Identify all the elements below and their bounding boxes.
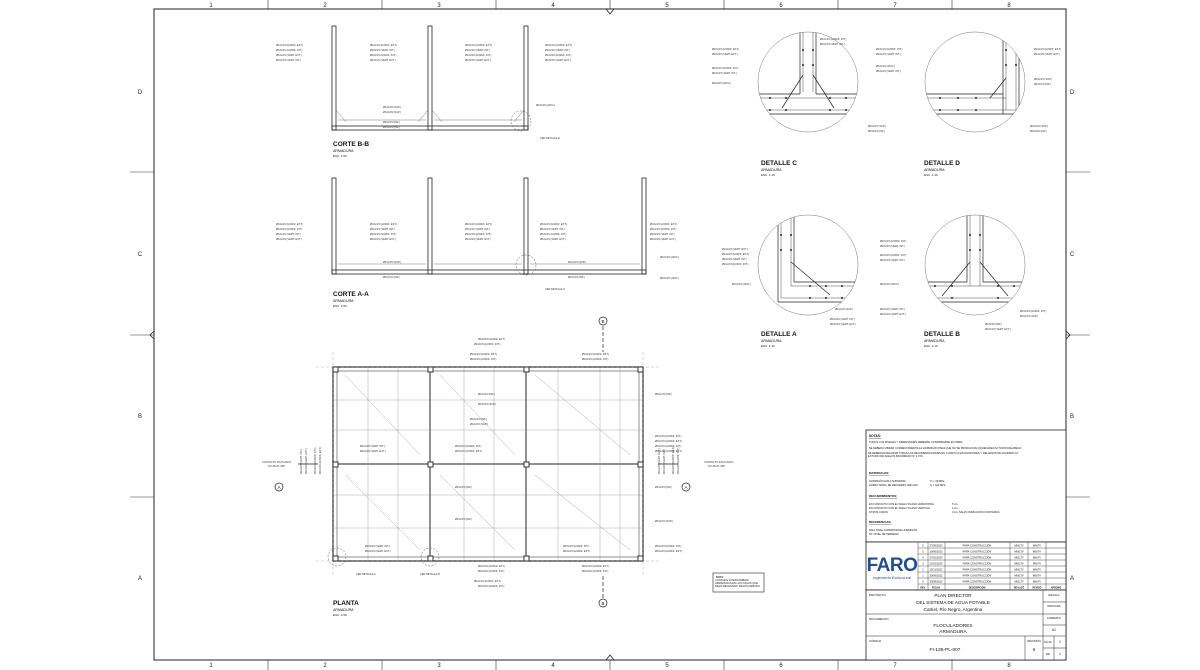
rebar-label: Ø10c/15 (VERT. INT.) [465, 228, 490, 231]
detalle-d-drawing [876, 30, 1061, 133]
callout-ver-detalle-d: VER DETALLE D [540, 137, 560, 140]
rebar-label: Ø10c/15 (HORIZ. EXT.) [655, 440, 683, 443]
rebar-label: Ø10c/15 (HORIZ. INT.) [655, 545, 682, 548]
recubrimiento-3-value: 3 cm. SALVO INDICACIÓN CONTRARIA [952, 511, 1000, 514]
rebar-label: Ø10c/15 (HORIZ. EXT.) [370, 223, 398, 226]
rebar-label: Ø10c/15 (HORIZ. INT.) [582, 570, 609, 573]
rebar-label: Ø10c/15 (SUP.) [383, 111, 401, 114]
detalle-d-subtitle: ARMADURA [924, 168, 945, 172]
corte-aa-labels [276, 222, 679, 291]
rev-date: 27/06/2023 [929, 544, 943, 548]
rev-by: MN/LTV [1014, 568, 1024, 572]
documento-line-1: FLOCULADORES [933, 624, 973, 629]
recubrimiento-3: OTROS CASOS [869, 511, 889, 514]
grid-row-d-left: D [137, 90, 143, 96]
grid-row-d-right: D [1069, 90, 1075, 96]
rebar-label: Ø10c/15 (INF.) [985, 323, 1002, 326]
rev-chk: MN/TV [1032, 550, 1042, 554]
contacto-planta-right: CONTACTO EN PLANTA [704, 461, 734, 464]
hoja-label: HOJA [1044, 640, 1052, 644]
rebar-label: Ø10c/15 (VERT. INT.) [465, 49, 490, 52]
rebar-label: Ø10c/15 (VERT. INT.) [365, 545, 390, 548]
rebar-label: Ø10c/15 (INF.) [470, 418, 487, 421]
rebar-label: Ø10c/15 (HORIZ. INT.) [582, 358, 609, 361]
rebar-label: Ø10c/15 (HORIZ. INT.) [540, 233, 567, 236]
detalle-c-title: DETALLE C [761, 160, 797, 167]
escala-label: ESCALA [1048, 593, 1060, 597]
rebar-label: Ø10c/15 (VERT. EXT.) [465, 59, 491, 62]
ref-planta-right: FI-135-PL-008 [708, 465, 725, 468]
corte-aa-subtitle: ARMADURA [333, 299, 354, 303]
rev-desc: PARA CONSTRUCCIÓN [962, 580, 992, 584]
rev-desc: PARA CONSTRUCCIÓN [962, 556, 992, 560]
rebar-label: Ø10c/15 (HORIZ. EXT.) [470, 353, 498, 356]
grid-row-c-left: C [137, 252, 143, 258]
rebar-label: Ø10c/15 (VERT. EXT.) [650, 238, 676, 241]
formato-label: FORMATO [1047, 616, 1061, 620]
section-b-bottom: B [601, 601, 605, 606]
rev-date: 19/06/2023 [929, 550, 943, 554]
rebar-label: Ø10c/15 (INF.) [1034, 83, 1051, 86]
material-2-value: fy = 420 MPa [930, 484, 946, 487]
rebar-label: Ø10c/15 (HORIZ. INT.) [465, 233, 492, 236]
rev-by: MN/LTV [1014, 574, 1024, 578]
rebar-label: Ø10c/15 (INF.) [455, 486, 472, 489]
rev-header: DESCRIPCIÓN [968, 586, 986, 590]
rebar-label: Ø10c/15 (INF.) [868, 130, 885, 133]
rebar-label: Ø10c/15 (VERT. INT.) [880, 259, 905, 262]
rebar-label: Ø10c/15 (HORIZ. EXT.) [465, 44, 493, 47]
grid-row-a-left: A [137, 576, 143, 582]
rebar-label: Ø10c/15 (HORIZ. INT.) [876, 48, 903, 51]
escala-value: INDICADA [1047, 604, 1061, 608]
grid-col-5-top: 5 [665, 3, 669, 9]
rebar-label: Ø10c/15 (VERT. INT.) [300, 449, 303, 474]
rev-chk: MN/TV [1032, 568, 1042, 572]
revision-value: 6 [1032, 647, 1036, 652]
rev-cell: 0 [922, 580, 924, 584]
rebar-label: Ø10c/15 (HORIZ. INT.) [314, 447, 317, 474]
rebar-label: Ø10c/15 (HORIZ. INT.) [478, 585, 505, 588]
rev-desc: PARA CONSTRUCCIÓN [962, 550, 992, 554]
rebar-label: Ø10c/15 (ADIC.) [536, 104, 556, 107]
de-label: DE [1046, 652, 1050, 656]
hoja-value: 1 [1059, 640, 1061, 644]
rebar-label: Ø10c/15 (HORIZ. EXT.) [455, 450, 483, 453]
planta-subtitle: ARMADURA [333, 608, 354, 612]
material-2: ACERO NAVAL DE REFUERZO ADN-420 [869, 484, 918, 487]
armado-note-text: CONTAR E INTERCAMBIAR ARMADURAS EN LOS CASOS QUE SEAN NECESARIO SEGÚN ARMADO [715, 579, 760, 588]
rebar-label: Ø10c/15 (HORIZ. EXT.) [465, 223, 493, 226]
rebar-label: Ø10c/15 (VERT. INT.) [545, 49, 570, 52]
rev-chk: MN/TV [1032, 562, 1042, 566]
corte-bb-drawing [332, 26, 531, 131]
rebar-label: Ø10c/15 (INF.) [383, 276, 400, 279]
detalle-a-scale: ESC. 1:10 [761, 344, 775, 348]
rebar-label: Ø10c/15 (VERT. INT.) [540, 228, 565, 231]
rev-desc: PARA CONSTRUCCIÓN [962, 562, 992, 566]
callout-ver-detalle-c: VER DETALLE C [545, 288, 565, 291]
detalle-c-drawing [712, 30, 886, 133]
rev-chk: MN/TV [1032, 574, 1042, 578]
rebar-label: Ø10c/15 (HORIZ. INT.) [470, 358, 497, 361]
rebar-label: Ø10c/15 (VERT. INT.) [712, 72, 737, 75]
rebar-label: Ø10c/15 (VERT. INT.) [820, 43, 845, 46]
detalle-a-drawing [722, 212, 860, 326]
detalle-d-title: DETALLE D [924, 160, 960, 167]
rev-cell: 4 [922, 556, 924, 560]
rebar-label: Ø10c/15 (VERT. INT.) [880, 245, 905, 248]
grid-row-a-right: A [1069, 576, 1075, 582]
rebar-label: Ø10c/15 (HORIZ. EXT.) [370, 44, 398, 47]
rebar-label: Ø10c/15 (HORIZ. INT.) [712, 67, 739, 70]
rebar-label: Ø10c/15 (VERT. INT.) [650, 233, 675, 236]
rebar-label: Ø10c/15 (VERT. EXT.) [370, 59, 396, 62]
rebar-label: Ø10c/15 (VERT. INT.) [370, 49, 395, 52]
rev-by: MN/LTV [1014, 556, 1024, 560]
rebar-label: Ø10c/15 (HORIZ. INT.) [455, 445, 482, 448]
note-2: SE DEBERÁ VIBRAR CORRECTAMENTE EL HORMIGÓN PARA QUE NO SE PRODUZCAN OQUEDADES NI "NIDOS DE ABEJA". [869, 447, 1023, 450]
rev-header: APROBÓ [1050, 586, 1062, 590]
rebar-label: Ø10c/15 (INF.) [655, 486, 672, 489]
corte-aa-drawing [332, 178, 646, 275]
corte-aa-title: CORTE A-A [333, 291, 369, 298]
recubrimiento-2: EN CONTACTO CON EL SUELO PLANO VERTICAL [869, 507, 931, 510]
rebar-label: Ø10c/15 (VERT. EXT.) [276, 238, 302, 241]
planta-scale: ESC. 1:50 [333, 613, 347, 617]
grid-col-1-bottom: 1 [209, 663, 213, 669]
rebar-label: Ø10c/15 (HORIZ. EXT.) [319, 446, 322, 474]
callout-ver-detalle-a: VER DETALLE A [356, 573, 376, 576]
notes-panel [866, 430, 1066, 542]
rev-chk: MN/TV [1032, 580, 1042, 584]
title-block [866, 590, 1066, 660]
logo-tagline: Ingeniería Estructural [872, 575, 912, 580]
corte-aa-scale: ESC. 1:50 [333, 304, 347, 308]
rev-date: 30/09/2022 [929, 574, 943, 578]
detalle-b-subtitle: ARMADURA [924, 339, 945, 343]
rebar-label: Ø10c/15 (VERT. EXT.) [722, 248, 748, 251]
grid-col-2-top: 2 [323, 3, 327, 9]
rebar-label: Ø10c/15 (ADIC.) [880, 283, 900, 286]
rev-desc: PARA CONSTRUCCIÓN [962, 574, 992, 578]
rebar-label: Ø10c/15 (VERT. EXT.) [305, 448, 308, 474]
rebar-label: Ø10c/15 (VERT. EXT.) [880, 313, 906, 316]
material-1-value: f'c ≥ 30 MPa [930, 480, 945, 483]
grid-col-8-bottom: 8 [1007, 663, 1011, 669]
rebar-label: Ø10c/15 (HORIZ. INT.) [677, 447, 680, 474]
referencias-heading: REFERENCIAS: [869, 520, 892, 524]
corte-bb-subtitle: ARMADURA [333, 149, 354, 153]
rebar-label: Ø10c/15 (HORIZ. EXT.) [545, 44, 573, 47]
callout-ver-detalle-b: VER DETALLE B [420, 573, 440, 576]
revision-label: REVISIÓN [1027, 639, 1041, 643]
proyecto-label: PROYECTO [869, 593, 886, 597]
referencia-1: NSH: NIVEL SUPERIOR DE HORMIGÓN [869, 529, 918, 532]
rebar-label: Ø10c/15 (VERT. EXT.) [830, 323, 856, 326]
recubrimiento-1-value: 5 cm. [952, 503, 959, 506]
section-b-top: B [601, 319, 605, 324]
logo-name: FARO [866, 555, 918, 576]
rebar-label: Ø10c/15 (SUP.) [1020, 315, 1038, 318]
grid-col-3-top: 3 [437, 3, 441, 9]
rev-date: 27/02/2023 [929, 556, 943, 560]
rebar-label: Ø10c/15 (HORIZ. INT.) [880, 254, 907, 257]
rebar-label: Ø10c/15 (HORIZ. INT.) [563, 545, 590, 548]
rebar-label: Ø10c/15 (VERT. INT.) [876, 70, 901, 73]
rev-by: MN/LTV [1014, 580, 1024, 584]
recubrimientos-heading: RECUBRIMIENTOS: [869, 494, 898, 498]
formato-value: A1 [1052, 628, 1056, 632]
rebar-label: Ø10c/15 (SUP.) [568, 261, 586, 264]
grid-row-b-left: B [137, 414, 143, 420]
rev-chk: MN/TV [1032, 556, 1042, 560]
rebar-label: Ø10c/15 (INF.) [655, 393, 672, 396]
rebar-label: Ø10c/15 (HORIZ. EXT.) [563, 550, 591, 553]
rebar-label: Ø10c/15 (VERT. INT.) [276, 59, 301, 62]
grid-col-6-top: 6 [779, 3, 783, 9]
grid-col-1-top: 1 [209, 3, 213, 9]
proyecto-line-2: DEL SISTEMA DE AGUA POTABLE [916, 600, 990, 605]
rev-cell: 1 [922, 574, 924, 578]
rebar-label: Ø10c/15 (HORIZ. INT.) [276, 49, 303, 52]
rebar-label: Ø10c/15 (HORIZ. INT.) [655, 435, 682, 438]
grid-col-8-top: 8 [1007, 3, 1011, 9]
rebar-label: Ø10c/15 (ADIC.) [712, 82, 732, 85]
rebar-label: Ø10c/15 (VERT. INT.) [722, 258, 747, 261]
rebar-label: Ø10c/15 (HORIZ. INT.) [276, 228, 303, 231]
grid-row-c-right: C [1069, 252, 1075, 258]
detalle-b-drawing [880, 212, 1047, 331]
detalle-a-title: DETALLE A [761, 331, 797, 338]
section-a-right: A [684, 485, 688, 490]
rev-date: 21/01/2023 [929, 562, 943, 566]
notes-heading: NOTAS: [869, 434, 881, 438]
rebar-label: Ø10c/15 (HORIZ. EXT.) [582, 353, 610, 356]
rebar-label: Ø10c/15 (VERT. EXT.) [658, 448, 661, 474]
rebar-label: Ø10c/15 (VERT. INT.) [830, 318, 855, 321]
rebar-label: Ø10c/15 (VERT. EXT.) [465, 238, 491, 241]
rebar-label: Ø10c/15 (INF.) [478, 393, 495, 396]
rebar-label: Ø10c/15 (INF.) [568, 276, 585, 279]
rev-by: MN/LTV [1014, 562, 1024, 566]
rebar-label: Ø10c/15 (HORIZ. INT.) [545, 54, 572, 57]
rebar-label: Ø10c/15 (HORIZ. EXT.) [672, 446, 675, 474]
grid-col-5-bottom: 5 [665, 663, 669, 669]
section-a-left: A [277, 485, 281, 490]
rebar-label: Ø10c/15 (HORIZ. INT.) [722, 263, 749, 266]
materiales-heading: MATERIALES: [869, 471, 890, 475]
rebar-label: Ø10c/15 (VERT. INT.) [876, 53, 901, 56]
rebar-label: Ø10c/15 (VERT. INT.) [276, 233, 301, 236]
rebar-label: Ø10c/15 (HORIZ. EXT.) [650, 223, 678, 226]
grid-col-2-bottom: 2 [323, 663, 327, 669]
detalle-a-subtitle: ARMADURA [761, 339, 782, 343]
rev-chk: MN/TV [1032, 544, 1042, 548]
rebar-label: Ø10c/15 (VERT. EXT.) [540, 238, 566, 241]
referencia-2: NT: NIVEL DE TERRENO [869, 533, 899, 536]
grid-col-3-bottom: 3 [437, 663, 441, 669]
rebar-label: Ø10c/15 (HORIZ. EXT.) [582, 565, 610, 568]
rev-header: REV. [920, 586, 926, 590]
detalle-c-subtitle: ARMADURA [761, 168, 782, 172]
rebar-label: Ø10c/15 (SUP.) [470, 423, 488, 426]
svg-text:NOTA:: NOTA: [716, 576, 725, 579]
rebar-label: Ø10c/15 (INF.) [455, 518, 472, 521]
rebar-label: Ø10c/15 (ADIC.) [660, 277, 680, 280]
rebar-label: Ø10c/15 (VERT. EXT.) [365, 550, 391, 553]
grid-col-4-bottom: 4 [551, 663, 555, 669]
rebar-label: Ø10c/15 (HORIZ. INT.) [478, 570, 505, 573]
rebar-label: Ø10c/15 (HORIZ. EXT.) [655, 450, 683, 453]
rebar-label: Ø10c/15 (HORIZ. INT.) [465, 54, 492, 57]
rev-cell: 3 [922, 562, 924, 566]
rev-desc: PARA CONSTRUCCIÓN [962, 568, 992, 572]
rebar-label: Ø10c/15 (VERT. INT.) [663, 449, 666, 474]
proyecto-line-1: PLAN DIRECTOR [934, 593, 972, 598]
rebar-label: Ø10c/15 (HORIZ. INT.) [370, 233, 397, 236]
rebar-label: Ø10c/15 (HORIZ. EXT.) [276, 223, 304, 226]
rebar-label: Ø10c/15 (ADIC.) [660, 256, 680, 259]
rebar-label: Ø10c/15 (HORIZ. EXT.) [276, 44, 304, 47]
material-1: HORMIGÓN H30 A SUPERIOR [869, 480, 906, 483]
corte-bb-scale: ESC. 1:50 [333, 154, 347, 158]
rebar-label: Ø10c/15 (HORIZ. EXT.) [712, 48, 740, 51]
grid-col-7-top: 7 [893, 3, 897, 9]
rebar-label: Ø10c/15 (VERT. EXT.) [370, 238, 396, 241]
rebar-label: Ø10c/15 (HORIZ. EXT.) [655, 550, 683, 553]
proyecto-line-3: Catriel, Río Negro, Argentina [923, 607, 983, 612]
rebar-label: Ø10c/15 (VERT. EXT.) [545, 59, 571, 62]
rebar-label: Ø10c/15 (HORIZ. EXT.) [478, 565, 506, 568]
rebar-label: Ø10c/15 (VERT. EXT.) [360, 450, 386, 453]
rebar-label: Ø10c/15 (SUP.) [383, 106, 401, 109]
rebar-label: Ø10c/15 (HORIZ. EXT.) [540, 223, 568, 226]
rev-header: REALIZÓ [1013, 586, 1025, 590]
rebar-label: Ø10c/15 (HORIZ. EXT.) [474, 580, 502, 583]
rev-by: MN/LTV [1014, 544, 1024, 548]
codigo-label: CÓDIGO [869, 639, 882, 643]
grid-row-b-right: B [1069, 414, 1075, 420]
rev-desc: PARA CONSTRUCCIÓN [962, 544, 992, 548]
note-1: TODOS LOS NIVELES Y DIMENSIONES DEBERÁN CONFIRMARSE EN OBRA. [869, 441, 964, 444]
contacto-planta-left: CONTACTO EN PLANTA [262, 461, 292, 464]
ref-planta-left: FI-135-PL-008 [268, 465, 285, 468]
grid-col-7-bottom: 7 [893, 663, 897, 669]
rev-header: FECHA [931, 586, 941, 590]
rev-cell: 5 [922, 550, 924, 554]
rev-cell: 2 [922, 568, 924, 572]
rebar-label: Ø10c/15 (SUP.) [655, 520, 673, 523]
rev-header: REVISÓ [1032, 586, 1042, 590]
rebar-label: Ø10c/15 (SUP.) [868, 125, 886, 128]
rebar-label: Ø10c/15 (VERT. INT.) [370, 228, 395, 231]
rebar-label: Ø10c/15 (INF.) [383, 126, 400, 129]
rev-date: 15/11/2022 [929, 568, 943, 572]
rebar-label: Ø10c/15 (ADIC.) [876, 65, 896, 68]
de-value: 1 [1059, 652, 1061, 656]
rebar-label: Ø10c/15 (VERT. EXT.) [712, 53, 738, 56]
armado-note-box [713, 573, 764, 592]
rebar-label: Ø10c/15 (SUP.) [1030, 125, 1048, 128]
rebar-label: Ø10c/15 (VERT. EXT.) [1034, 53, 1060, 56]
rev-date: 30/08/2022 [929, 580, 943, 584]
documento-label: DOCUMENTO [869, 617, 889, 621]
rebar-label: Ø10c/15 (HORIZ. INT.) [650, 228, 677, 231]
rebar-label: Ø10c/15 (HORIZ. EXT.) [722, 253, 750, 256]
rebar-label: Ø10c/15 (SUP.) [383, 261, 401, 264]
corte-bb-title: CORTE B-B [333, 141, 370, 148]
rebar-label: Ø10c/15 (SUP.) [1034, 78, 1052, 81]
rebar-label: Ø10c/15 (HORIZ. EXT.) [478, 338, 506, 341]
rebar-label: Ø10c/15 (HORIZ. INT.) [655, 445, 682, 448]
rebar-label: Ø10c/15 (ADIC.) [732, 283, 752, 286]
faro-logo [867, 555, 918, 580]
rebar-label: Ø10c/15 (HORIZ. INT.) [370, 54, 397, 57]
rebar-label: Ø10c/15 (HORIZ. INT.) [474, 343, 501, 346]
rebar-label: Ø10c/15 (INF.) [383, 121, 400, 124]
rebar-label: Ø10c/15 (HORIZ. EXT.) [1034, 48, 1062, 51]
rebar-label: Ø10c/15 (SUP.) [478, 403, 496, 406]
rebar-label: Ø10c/15 (HORIZ. INT.) [880, 240, 907, 243]
planta-title: PLANTA [333, 600, 359, 607]
codigo-value: FI-135-PL-007 [929, 648, 961, 653]
detalle-d-scale: ESC. 1:10 [924, 173, 938, 177]
planta-drawing [298, 326, 678, 598]
note-3: SE DEBERÁN REALIZAR TODAS LAS RECOMENDACIONES EN CUANTO A EXCAVACIONES Y RELLENOS DE ACUERDO AL ESTUDIO DE SUELOS INFORMADO Nº 1.979. [868, 452, 1019, 459]
rebar-label: Ø10c/15 (INF.) [1030, 130, 1047, 133]
rebar-label: Ø10c/15 (VERT. INT.) [880, 308, 905, 311]
revision-block [866, 542, 1066, 590]
grid-col-6-bottom: 6 [779, 663, 783, 669]
recubrimiento-1: EN CONTACTO CON EL SUELO PLANO HORIZONTAL [869, 503, 935, 506]
rebar-label: Ø10c/15 (VERT. EXT.) [985, 328, 1011, 331]
detalle-b-scale: ESC. 1:10 [924, 344, 938, 348]
rebar-label: Ø10c/15 (HORIZ. INT.) [820, 38, 847, 41]
rev-cell: 6 [922, 544, 924, 548]
documento-line-2: ARMADURA [939, 630, 967, 635]
detalle-c-scale: ESC. 1:10 [761, 173, 775, 177]
detalle-b-title: DETALLE B [924, 331, 960, 338]
rebar-label: Ø10c/15 (VERT. INT.) [360, 445, 385, 448]
rev-by: MN/LTV [1014, 550, 1024, 554]
rebar-label: Ø10c/15 (HORIZ. INT.) [1020, 310, 1047, 313]
grid-col-4-top: 4 [551, 3, 555, 9]
rebar-label: Ø10c/15 (VERT. EXT.) [276, 54, 302, 57]
recubrimiento-2-value: 4 cm. [952, 507, 959, 510]
rebar-label: Ø10c/15 (SUP.) [835, 308, 853, 311]
